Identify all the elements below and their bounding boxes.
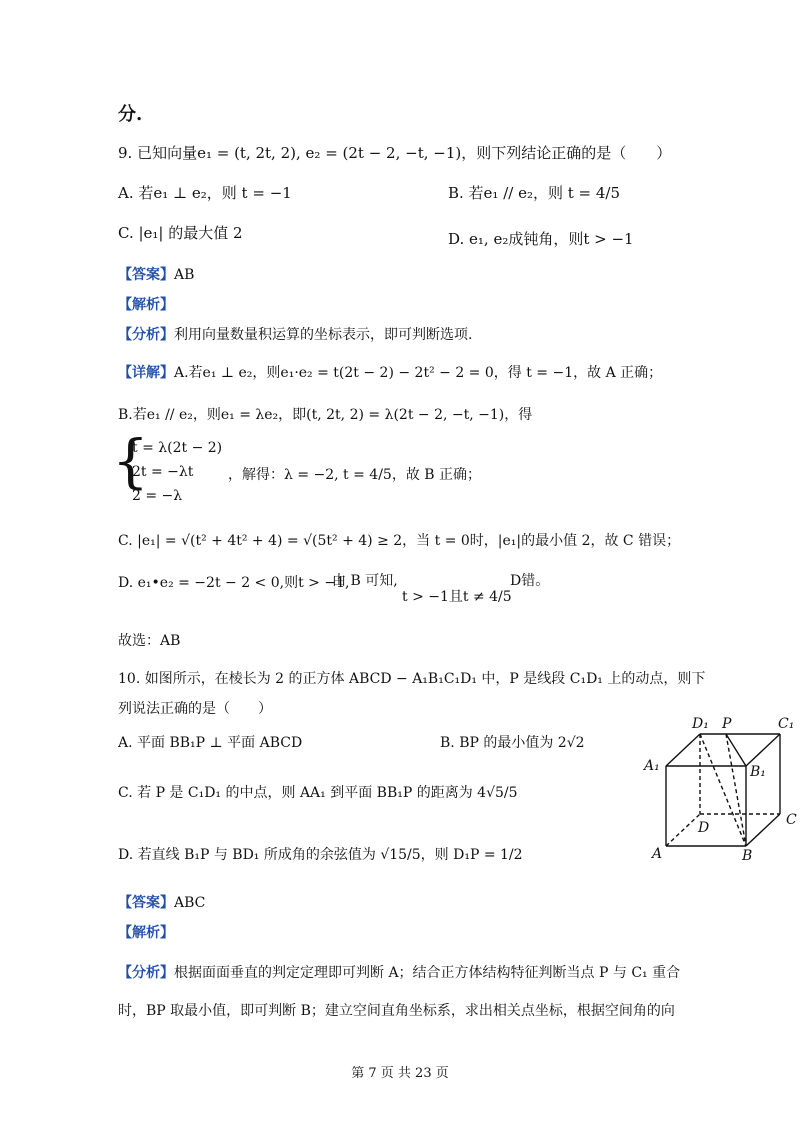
q9-detail-d: D. e₁•e₂ = −2t − 2 < 0,则t > −1, [118,575,350,591]
q9-option-c: C. |e₁| 的最大值 2 [118,224,243,242]
q9-detail-d-ref: 由 B 可知, [332,573,398,589]
edge-a1d1 [666,734,700,766]
system-eq-3: 2 = −λ [132,488,183,504]
q9-detail-d-range: t > −1且t ≠ 4/5 [402,589,512,605]
header-fragment: 分. [118,104,143,125]
detail-a-text: A.若e₁ ⊥ e₂，则e₁·e₂ = t(2t − 2) − 2t² − 2 = 0，得 t = −1，故 A 正确； [174,365,663,381]
cube-figure [640,712,800,862]
q9-fenxi [118,324,472,344]
label-a: A [652,846,663,862]
q9-final: 故选：AB [118,633,181,649]
q9-option-a: A. 若e₁ ⊥ e₂，则 t = −1 [118,184,292,202]
system-eq-2: 2t = −λt [132,464,194,480]
q10-answer [118,892,205,912]
edge-bc [746,814,780,846]
system-result: ，解得：λ = −2, t = 4/5，故 B 正确； [228,467,482,483]
answer-value: AB [174,267,195,283]
answer-tag: 【答案】 [118,895,174,911]
label-a1: A₁ [644,758,660,774]
q10-option-a: A. 平面 BB₁P ⊥ 平面 ABCD [118,735,303,751]
q9-analysis-tag: 【解析】 [118,297,174,313]
q9-detail-c: C. |e₁| = √(t² + 4t² + 4) = √(5t² + 4) ≥ 2，当 t = 0时，|e₁|的最小值 2，故 C 错误； [118,533,681,549]
q10-stem-2: 列说法正确的是（ ） [118,701,272,717]
answer-tag: 【答案】 [118,267,174,283]
q10-stem-1: 10. 如图所示，在棱长为 2 的正方体 ABCD − A₁B₁C₁D₁ 中，P 是线段 C₁D₁ 上的动点，则下 [118,671,706,687]
label-b: B [742,848,753,862]
page-footer: 第 7 页 共 23 页 [351,1066,449,1081]
fenxi-text: 利用向量数量积运算的坐标表示，即可判断选项. [174,327,473,343]
q10-option-b: B. BP 的最小值为 2√2 [440,735,585,751]
fenxi-tag: 【分析】 [118,965,174,981]
label-b1: B₁ [750,764,766,780]
q9-option-d: D. e₁, e₂成钝角，则t > −1 [448,230,634,248]
fenxi-tag: 【分析】 [118,327,174,343]
label-c1: C₁ [778,716,795,732]
fenxi-text-1: 根据面面垂直的判定定理即可判断 A；结合正方体结构特征判断当点 P 与 C₁ 重合 [174,965,681,981]
q9-option-b: B. 若e₁ // e₂，则 t = 4/5 [448,184,621,202]
q9-detail-b: B.若e₁ // e₂，则e₁ = λe₂，即(t, 2t, 2) = λ(2t − 2, −t, −1)，得 [118,407,533,423]
q10-option-c: C. 若 P 是 C₁D₁ 的中点，则 AA₁ 到平面 BB₁P 的距离为 4√5/5 [118,785,518,801]
q10-fenxi-1 [118,962,680,982]
system-eq-1: t = λ(2t − 2) [132,440,223,456]
answer-value: ABC [174,895,206,911]
q9-detail-a [118,362,662,382]
q9-answer [118,264,194,284]
label-c: C [786,812,797,828]
label-d1: D₁ [692,716,709,732]
label-p: P [722,716,732,732]
q10-option-d: D. 若直线 B₁P 与 BD₁ 所成角的余弦值为 √15/5，则 D₁P = 1/2 [118,847,523,863]
xiangjie-tag: 【详解】 [118,365,174,381]
edge-b1c1 [746,734,780,766]
label-d: D [698,820,710,836]
edge-ad [666,814,700,846]
q9-detail-d-conclusion: D错。 [510,573,550,589]
q9-stem: 9. 已知向量e₁ = (t, 2t, 2), e₂ = (2t − 2, −t, −1)，则下列结论正确的是（ ） [118,144,672,162]
q10-fenxi-2: 时，BP 取最小值，即可判断 B；建立空间直角坐标系，求出相关点坐标，根据空间角的向 [118,1003,675,1019]
q10-analysis-tag: 【解析】 [118,925,174,941]
system-brace: { [112,427,149,495]
